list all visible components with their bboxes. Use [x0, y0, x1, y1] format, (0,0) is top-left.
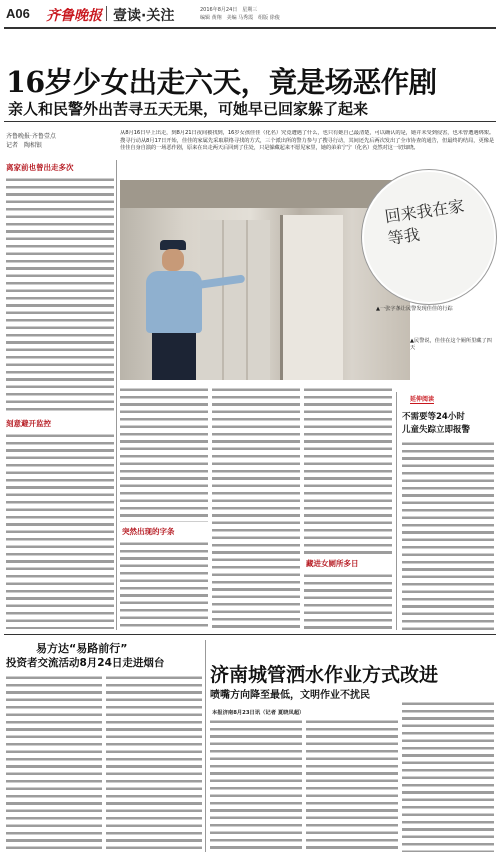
caption-photo: [410, 338, 494, 352]
photo-doorway: [280, 215, 343, 380]
officer-head: [162, 249, 184, 271]
masthead-rule: [4, 27, 496, 29]
police-officer-figure: [138, 240, 212, 380]
main-headline: 16岁少女出走六天，竟是场恶作剧: [6, 65, 437, 99]
caption-note-text: 一张字条让民警发现佳佳的行踪: [380, 306, 453, 312]
story-column-4b: [304, 572, 392, 630]
note-handwriting: 回来我在家等我: [383, 196, 466, 249]
sidebar-kicker: 延伸阅读: [410, 396, 435, 403]
masthead: [0, 0, 500, 30]
story2-byline: 本报济南8月23日讯（记者 夏晓凤超）: [212, 710, 305, 716]
editors-line: 编辑 黄翔 美编 马秀霞 组版 徐俊: [200, 15, 280, 21]
sidebar-divider: [396, 392, 397, 630]
byline-source: 齐鲁晚报·齐鲁壹点: [6, 133, 56, 140]
byline-reporter: 记者 陶相银: [6, 142, 43, 149]
officer-shirt: [146, 271, 202, 333]
officer-trousers: [152, 333, 196, 380]
story2-column-3: [402, 700, 494, 852]
ad-title-2: 投资者交流活动8月24日走进烟台: [6, 657, 165, 669]
subhead-left-1: 离家前也曾出走多次: [6, 163, 74, 172]
issue-date: 2016年8月24日 星期三: [200, 7, 258, 13]
column-divider: [116, 160, 117, 630]
caption-marker: ▲: [376, 306, 380, 312]
subhead-left-2: 刻意避开监控: [6, 419, 51, 428]
sidebar-title-2: 儿童失踪立即报警: [402, 425, 471, 435]
section-name: 壹读·关注: [113, 8, 175, 24]
ad-title-1: 易方达“易路前行”: [36, 642, 128, 655]
ad-box: [6, 640, 202, 852]
caption-note: [376, 306, 494, 313]
story-column-4: [304, 386, 392, 554]
sidebar-body: [402, 440, 494, 630]
story2-headline: 济南城管洒水作业方式改进: [210, 664, 439, 686]
paper-logo: 齐鲁晚报: [46, 8, 102, 24]
subhead-mid-1: 突然出现的字条: [122, 527, 175, 536]
caption-marker-2: ▲: [410, 338, 414, 344]
sub-headline: 亲人和民警外出苦寻五天无果，可她早已回家躲了起来: [8, 100, 369, 118]
story-column-2b: [120, 540, 208, 630]
story-column-2: [120, 386, 208, 522]
sidebar-title-1: 不需要等24小时: [402, 412, 465, 422]
story-column-1b: [6, 432, 114, 629]
subhead-mid-2: 藏进女厕所多日: [306, 559, 359, 568]
story-column-1a: [6, 176, 114, 414]
headline-rule: [4, 121, 496, 122]
ad-body-2: [106, 674, 202, 852]
ad-body-1: [6, 674, 102, 852]
note-inset: [362, 170, 496, 304]
ad-divider: [205, 640, 206, 852]
caption-photo-text: 民警说，佳佳在这个厕所里藏了四天: [410, 338, 492, 351]
photo-ceiling: [120, 180, 410, 208]
page-number: A06: [6, 6, 30, 21]
lead-paragraph: 从8月16日早上出走，到8月21日夜间被找到，16岁女孩佳佳（化名）究竟遭遇了什么，也只有她自己最清楚，可以确认的是，她并未受到侵害，也未曾遭遇绑架。搜寻行动从8月17日开始，佳佳的家属先采取联络寻找的方式，三个派出所的警力参与了搜寻行动，其间还先后两次发出了全市协查的通告，但最终的结局，更像是佳佳自身自演的一场恶作剧，原来在出走两天后回到了住处，只是躲藏起来不愿见家里，她的弟弟宁宁（化名）竟然对这一切知晓。: [120, 130, 494, 152]
story2-column-2: [306, 718, 398, 852]
masthead-divider: [106, 6, 107, 21]
story-column-3: [212, 386, 300, 630]
story2-column-1: [210, 718, 302, 852]
section-rule: [4, 634, 496, 635]
story2-subhead: 喷嘴方向降至最低，文明作业不扰民: [210, 690, 370, 701]
